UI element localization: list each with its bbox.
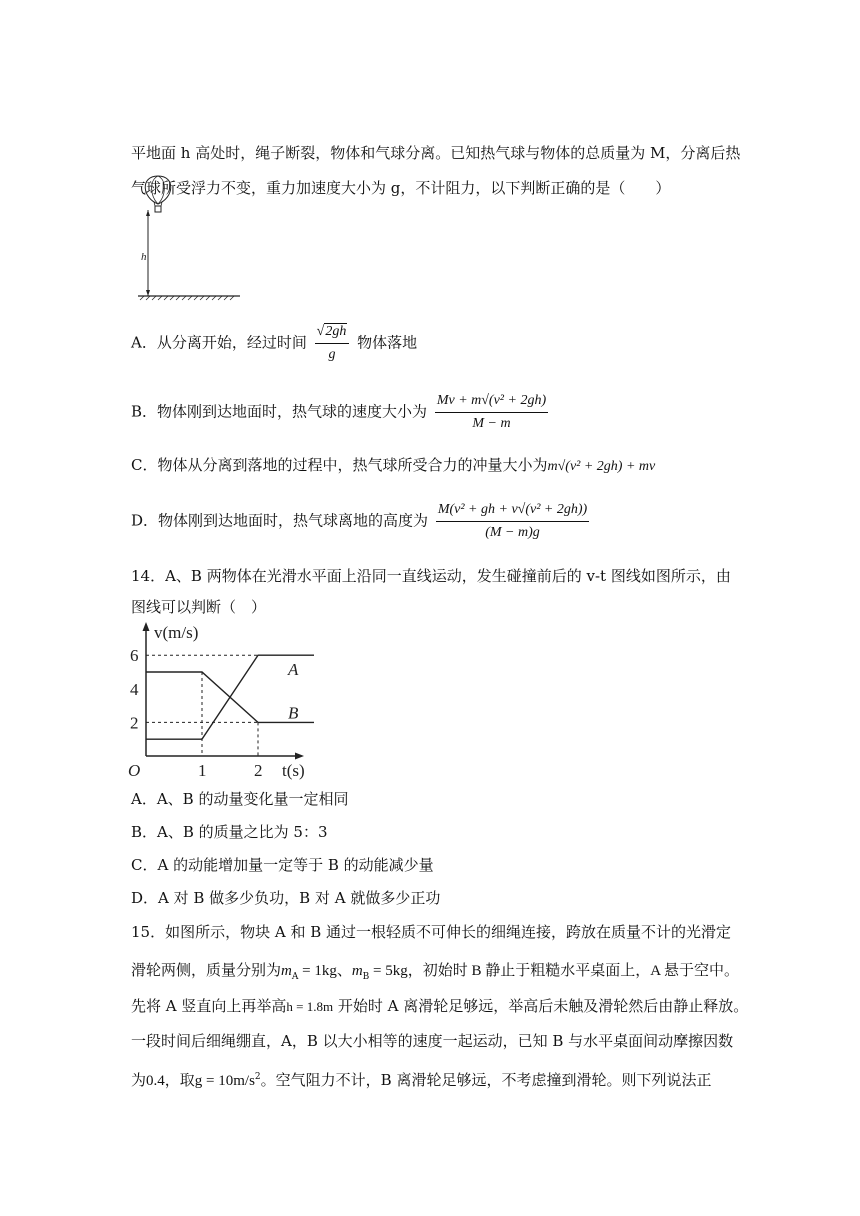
q14-option-a: A．A、B 的动量变化量一定相同 xyxy=(131,790,349,808)
optA-numerator: 2gh xyxy=(325,324,347,339)
q14-option-c: C．A 的动能增加量一定等于 B 的动能减少量 xyxy=(131,856,434,874)
vt-chart xyxy=(126,620,326,785)
q14-text-line-1: 14．A、B 两物体在光滑水平面上沿同一直线运动，发生碰撞前后的 v-t 图线如图所示，由 xyxy=(131,567,731,585)
optC-expression: m√(v² + 2gh) + mv xyxy=(547,459,656,474)
q13-option-a: A．从分离开始，经过时间 $\frac{√2gh}{g}$ 物体落地 xyxy=(131,322,417,365)
balloon-basket xyxy=(155,206,161,212)
q13-option-b: B．物体刚到达地面时，热气球的速度大小为 $\frac{\text{Mv + m√(v² + 2gh)}}{M - m}$ xyxy=(131,391,551,434)
series-label-B: B xyxy=(288,703,299,723)
y-tick-label-2: 2 xyxy=(130,713,139,733)
q13-option-c: C．物体从分离到落地的过程中，热气球所受合力的冲量大小为m√(v² + 2gh) + mv xyxy=(131,456,656,474)
q15-text-line-5: 为0.4，取$g = 10m/s^2$。空气阻力不计，B 离滑轮足够远，不考虑撞到滑轮。则下列说法正 xyxy=(131,1071,712,1089)
optA-denominator: g xyxy=(328,347,336,362)
height-label: h xyxy=(141,251,147,263)
series-label-A: A xyxy=(288,660,299,680)
q14-text-line-2: 图线可以判断（ ） xyxy=(131,598,267,616)
y-tick-label-6: 6 xyxy=(130,646,139,666)
q15-text-line-2: 滑轮两侧，质量分别为$m_A = 1kg$、$m_B = 5kg$，初始时 B 静止于粗糙水平桌面上，A 悬于空中。 xyxy=(131,961,740,982)
balloon-figure xyxy=(128,170,253,310)
q15-text-line-3: 先将 A 竖直向上再举高h = 1.8m 开始时 A 离滑轮足够远，举高后未触及滑轮然后由静止释放。 xyxy=(131,997,749,1015)
y-tick-label-4: 4 xyxy=(130,679,139,699)
balloon-envelope xyxy=(145,176,171,204)
x-tick-label-1: 1 xyxy=(198,761,207,780)
q14-option-b: B．A、B 的质量之比为 5：3 xyxy=(131,823,328,841)
q13-text-line-1: 平地面 h 高处时，绳子断裂，物体和气球分离。已知热气球与物体的总质量为 M，分离后热 xyxy=(131,144,741,162)
q14-option-d: D．A 对 B 做多少负功，B 对 A 就做多少正功 xyxy=(131,889,441,907)
optD-denominator: (M − m)g xyxy=(485,525,540,540)
origin-label: O xyxy=(128,761,141,780)
x-axis-label: t(s) xyxy=(282,761,305,780)
q15-text-line-1: 15．如图所示，物块 A 和 B 通过一根轻质不可伸长的细绳连接，跨放在质量不计的光滑定 xyxy=(131,923,732,941)
optD-numerator: M(v² + gh + v√(v² + 2gh)) xyxy=(436,500,589,522)
q15-text-line-4: 一段时间后细绳绷直，A，B 以大小相等的速度一起运动，已知 B 与水平桌面间动摩擦因数 xyxy=(131,1032,734,1050)
optB-denominator: M − m xyxy=(472,416,511,431)
optB-numerator: Mv + m√(v² + 2gh) xyxy=(435,391,548,413)
x-tick-label-2: 2 xyxy=(254,761,263,780)
y-axis-label: v(m/s) xyxy=(154,623,199,642)
q13-text-line-2: 气球所受浮力不变，重力加速度大小为 g，不计阻力，以下判断正确的是（ ） xyxy=(131,179,671,197)
q13-option-d: D．物体刚到达地面时，热气球离地的高度为 $\frac{\text{M(v² + gh + v√(v² + 2gh))}}{(M - m)g}$ xyxy=(131,500,592,543)
